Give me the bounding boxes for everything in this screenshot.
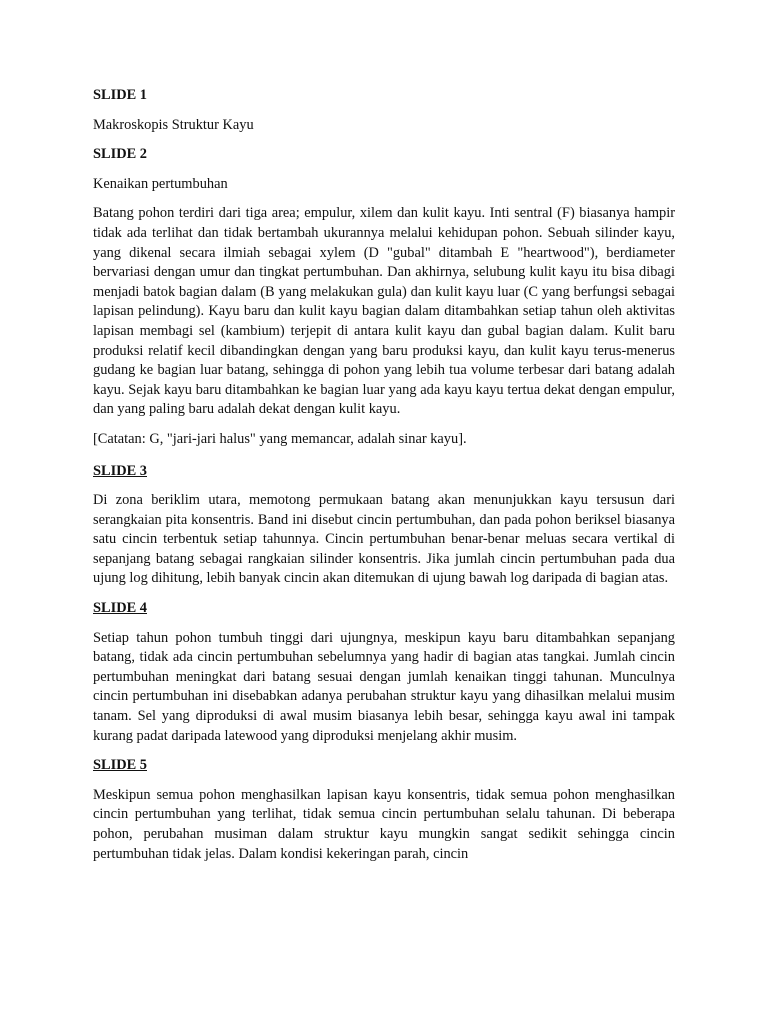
slide-1-heading: SLIDE 1 [93, 87, 147, 103]
slide-4-heading: SLIDE 4 [93, 600, 147, 617]
slide-2-title: Kenaikan pertumbuhan [93, 175, 228, 192]
document-page [93, 86, 675, 874]
slide-2-note: [Catatan: G, "jari-jari halus" yang memancar, adalah sinar kayu]. [93, 430, 467, 447]
slide-2-body: Batang pohon terdiri dari tiga area; empulur, xilem dan kulit kayu. Inti sentral (F) biasanya hampir tidak ada terlihat dan tidak bertambah ukurannya melalui kehidupan pohon. Sebuah silinder kayu, yang dikenal secara ilmiah sebagai xylem (D "gubal" ditambah E "heartwood"), berdiameter bervariasi dengan umur dan tingkat pertumbuhan. Dan akhirnya, selubung kulit kayu itu bisa dibagi menjadi batok bagian dalam (B yang melakukan gula) dan kulit kayu luar (C yang berfungsi sebagai lapisan pelindung). Kayu baru dan kulit kayu bagian dalam ditambahkan setiap tahun oleh aktivitas lapisan membagi sel (kambium) terjepit di antara kulit kayu dan gubal bagian dalam. Kulit baru produksi relatif kecil dibandingkan dengan yang baru produksi kayu, dan kulit kayu terus-menerus gudang ke bagian luar batang, sehingga di pohon yang lebih tua volume terbesar dari batang adalah kayu. Sejak kayu baru ditambahkan ke bagian luar yang ada kayu kayu tertua dekat dengan empulur, dan yang paling baru adalah dekat dengan kulit kayu. [93, 205, 675, 418]
slide-1-title: Makroskopis Struktur Kayu [93, 116, 254, 133]
slide-5-body: Meskipun semua pohon menghasilkan lapisan kayu konsentris, tidak semua pohon menghasilkan cincin pertumbuhan yang terlihat, tidak semua cincin pertumbuhan selalu tahunan. Di beberapa pohon, perubahan musiman dalam struktur kayu mungkin sangat sedikit sehingga cincin pertumbuhan tidak jelas. Dalam kondisi kekeringan parah, cincin [93, 786, 675, 862]
slide-5-heading: SLIDE 5 [93, 757, 147, 774]
slide-3-body: Di zona beriklim utara, memotong permukaan batang akan menunjukkan kayu tersusun dari serangkaian pita konsentris. Band ini disebut cincin pertumbuhan, dan pada pohon beriksel biasanya satu cincin terbentuk setiap tahunnya. Cincin pertumbuhan benar-benar meluas secara vertikal di sepanjang batang sebagai rangkaian silinder konsentris. Jika jumlah cincin pertumbuhan pada dua ujung log dihitung, lebih banyak cincin akan ditemukan di ujung bawah log daripada di bagian atas. [93, 492, 675, 587]
slide-2-heading: SLIDE 2 [93, 146, 147, 163]
slide-4-body: Setiap tahun pohon tumbuh tinggi dari ujungnya, meskipun kayu baru ditambahkan sepanjang batang, tidak ada cincin pertumbuhan sebelumnya yang hadir di bagian atas tangkai. Jumlah cincin pertumbuhan meningkat dari batang sesuai dengan jumlah kenaikan tinggi tahunan. Munculnya cincin pertumbuhan ini disebabkan adanya perubahan struktur kayu yang dihasilkan melalui musim tanam. Sel yang diproduksi di awal musim biasanya lebih besar, sehingga kayu awal ini tampak kurang padat daripada latewood yang diproduksi menjelang akhir musim. [93, 629, 675, 744]
slide-3-heading: SLIDE 3 [93, 462, 147, 479]
